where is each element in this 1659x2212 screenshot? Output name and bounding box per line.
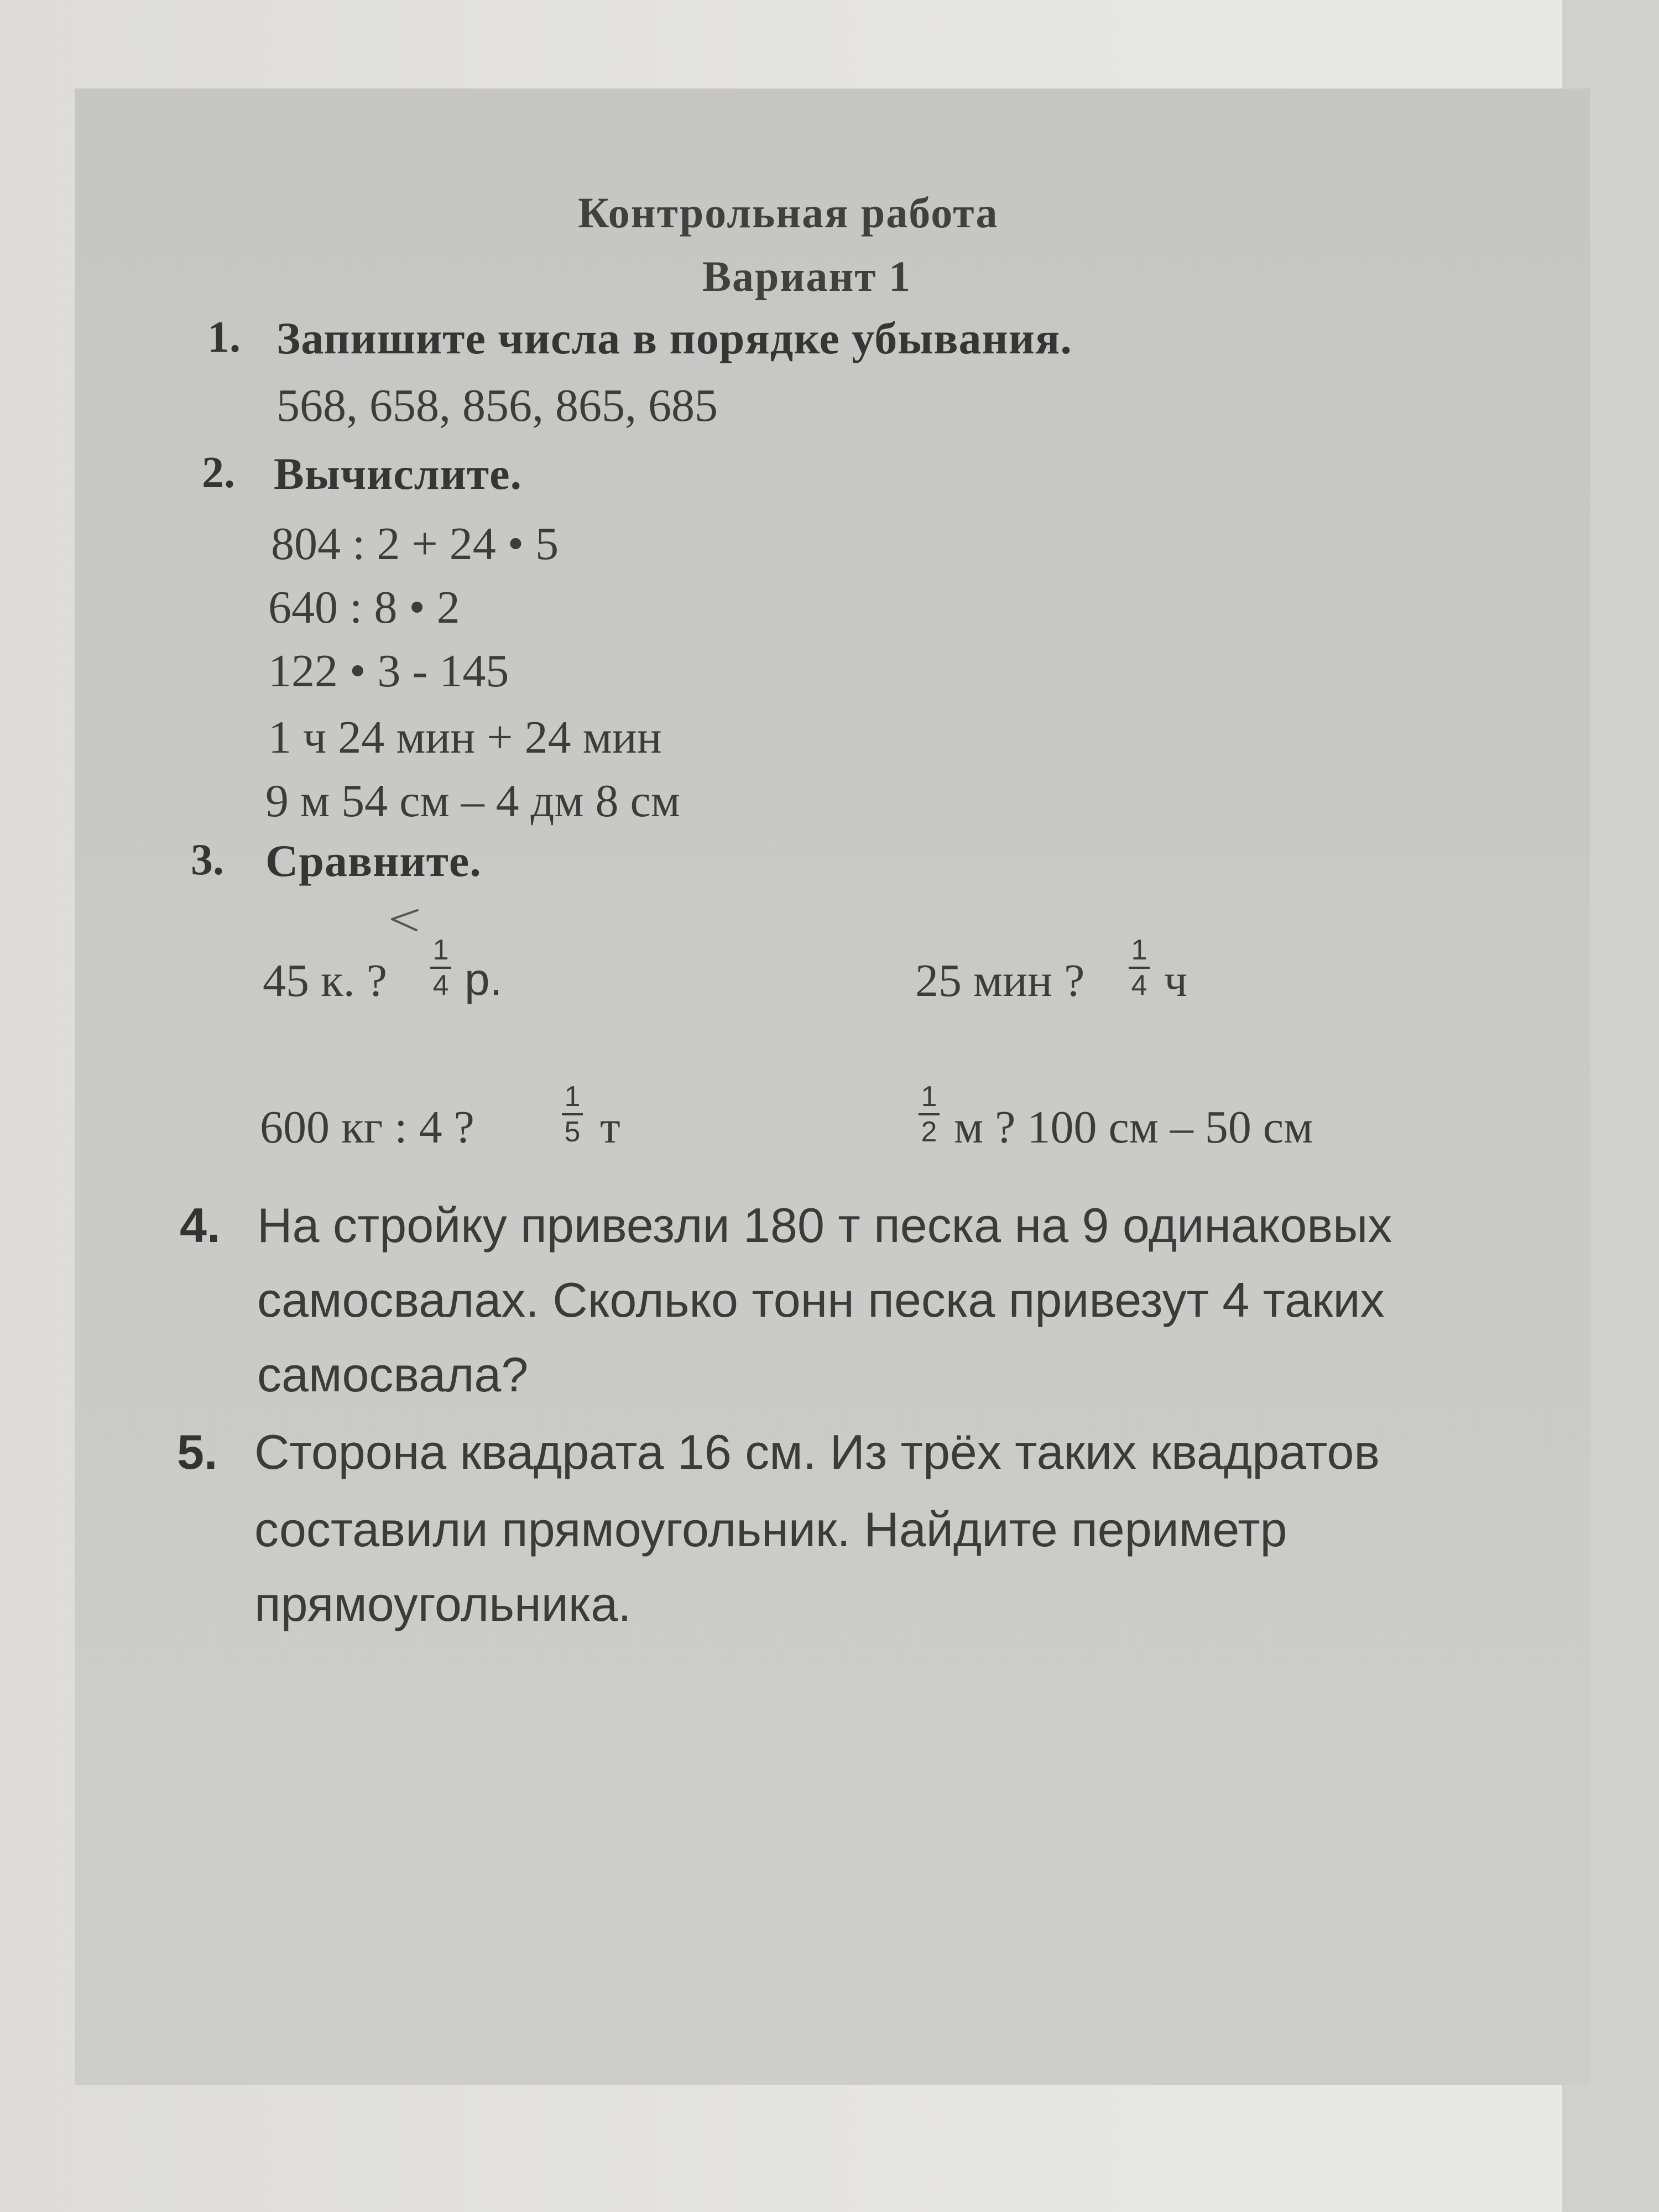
compare-right: т: [600, 1102, 620, 1153]
task4-line: самосвала?: [257, 1347, 529, 1402]
fraction: [915, 1081, 943, 1147]
fraction: [559, 1081, 586, 1147]
task3-heading: Сравните.: [265, 836, 482, 886]
task2-expression: 1 ч 24 мин + 24 мин: [268, 712, 662, 763]
compare-left: 45 к. ?: [263, 955, 388, 1006]
fraction-denominator: 4: [432, 969, 449, 1001]
fraction-bar: [919, 1113, 940, 1115]
fraction-denominator: 4: [1131, 969, 1147, 1001]
task2-number: 2.: [202, 448, 235, 497]
fraction-bar: [562, 1113, 583, 1115]
task5-number: 5.: [177, 1425, 218, 1479]
fraction-numerator: 1: [432, 934, 449, 966]
task5-line: Сторона квадрата 16 см. Из трёх таких квадратов: [254, 1425, 1380, 1479]
task5-line: составили прямоугольник. Найдите периметр: [254, 1502, 1287, 1557]
fraction: [1125, 935, 1153, 1001]
task1-numbers: 568, 658, 856, 865, 685: [276, 380, 718, 431]
compare-right: м ? 100 см – 50 см: [954, 1102, 1313, 1153]
handwritten-less-than-mark: [384, 907, 429, 940]
fraction-numerator: 1: [1131, 934, 1147, 966]
fraction-numerator: 1: [921, 1081, 937, 1113]
compare-right: ч: [1164, 955, 1188, 1006]
task3-number: 3.: [191, 836, 224, 884]
fraction-bar: [1129, 967, 1150, 969]
fraction: [427, 935, 455, 1001]
task2-expression: 122 • 3 - 145: [268, 645, 509, 697]
task4-number: 4.: [180, 1198, 221, 1253]
task2-expression: 9 м 54 см – 4 дм 8 см: [265, 775, 680, 827]
task2-expression: 804 : 2 + 24 • 5: [271, 518, 559, 570]
compare-left: 25 мин ?: [915, 955, 1085, 1006]
compare-right: р.: [465, 954, 503, 1005]
task2-heading: Вычислите.: [274, 448, 523, 499]
fraction-numerator: 1: [564, 1081, 581, 1113]
task1-number: 1.: [207, 313, 241, 362]
fraction-denominator: 2: [921, 1116, 937, 1148]
task2-expression: 640 : 8 • 2: [268, 582, 460, 633]
variant-label: Вариант 1: [702, 252, 912, 300]
fraction-bar: [430, 967, 451, 969]
document-title: Контрольная работа: [578, 189, 999, 237]
task1-heading: Запишите числа в порядке убывания.: [276, 313, 1072, 363]
task4-line: На стройку привезли 180 т песка на 9 одинаковых: [257, 1198, 1392, 1253]
task5-line: прямоугольника.: [254, 1577, 632, 1631]
fraction-denominator: 5: [564, 1116, 581, 1148]
task4-line: самосвалах. Сколько тонн песка привезут 4 таких: [257, 1272, 1385, 1327]
compare-left: 600 кг : 4 ?: [260, 1102, 474, 1153]
